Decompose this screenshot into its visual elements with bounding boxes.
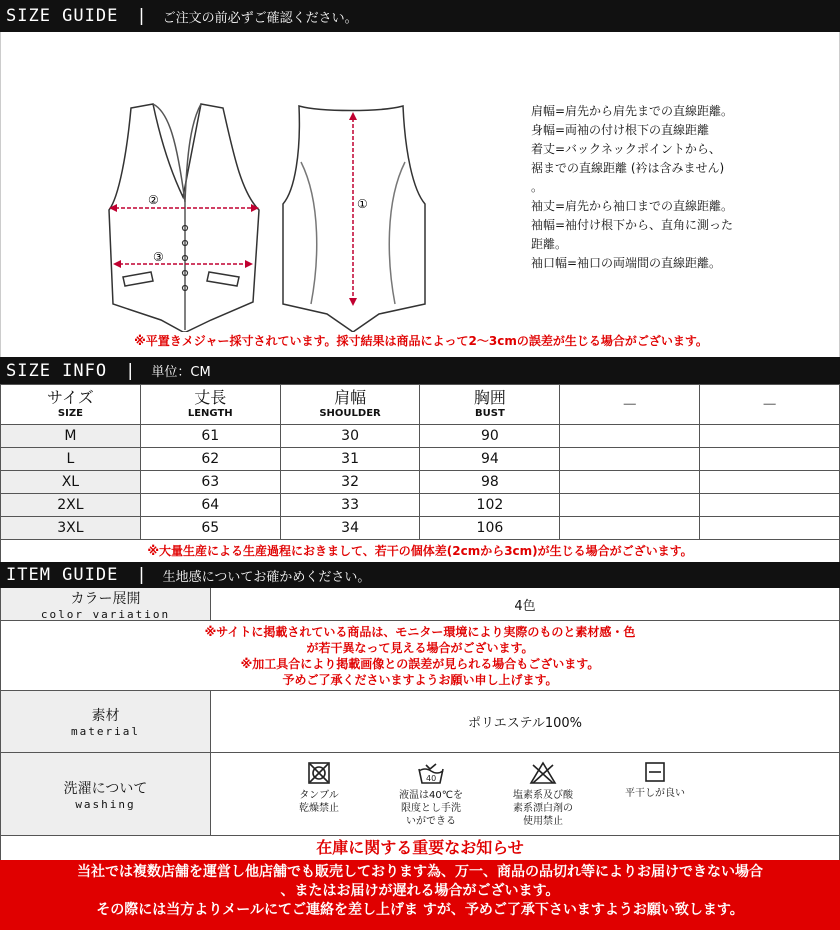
empty-cell: [700, 471, 840, 494]
empty-cell: [700, 517, 840, 540]
material-label: [1, 691, 211, 752]
care-item: [375, 761, 487, 828]
header-separator: |: [136, 6, 147, 26]
length-cell: 65: [140, 517, 280, 540]
item-guide-header: [0, 562, 840, 588]
table-row: [1, 425, 840, 448]
table-row: [1, 471, 840, 494]
care-item: [263, 761, 375, 815]
size-info-header: [0, 357, 840, 384]
length-cell: 62: [140, 448, 280, 471]
stock-notice-title: 在庫に関する重要なお知らせ: [0, 836, 840, 860]
size-table: [0, 384, 840, 540]
empty-cell: [560, 448, 700, 471]
size-info-title: SIZE INFO: [6, 360, 108, 381]
color-label: [1, 588, 211, 620]
size-guide-panel: [0, 32, 840, 357]
washing-label: [1, 753, 211, 835]
shoulder-cell: 30: [280, 425, 420, 448]
washing-label-jp: 洗濯について: [63, 780, 148, 797]
color-note: [0, 621, 840, 691]
bust-cell: 98: [420, 471, 560, 494]
notice-line: 、またはお届けが遅れる場合がございます。: [280, 883, 560, 899]
empty-cell: [560, 494, 700, 517]
shoulder-cell: 32: [280, 471, 420, 494]
washing-label-en: washing: [75, 797, 136, 811]
size-cell: 3XL: [1, 517, 141, 540]
color-label-jp: カラー展開: [70, 590, 141, 607]
notice-line: 当社では複数店舗を運営し他店舗でも販売しております為、万一、商品の品切れ等によりお届けできない場合: [77, 864, 763, 880]
definition-line: 袖丈=肩先から袖口までの直線距離。: [531, 199, 734, 213]
color-value: 4色: [514, 598, 536, 614]
table-row: [1, 494, 840, 517]
size-cell: 2XL: [1, 494, 141, 517]
washing-row: [0, 753, 840, 836]
size-guide-header: [0, 0, 840, 32]
empty-cell: [700, 448, 840, 471]
size-guide-title: SIZE GUIDE: [6, 6, 119, 26]
shoulder-cell: 31: [280, 448, 420, 471]
unit-label: 単位：CM: [151, 365, 211, 380]
item-guide-subtitle: 生地感についてお確かめください。: [162, 569, 371, 585]
material-label-jp: 素材: [91, 708, 120, 724]
measurement-note: ※平置きメジャー採寸されています。採寸結果は商品によって2～3cmの誤差が生じる場合がございます。: [134, 334, 708, 348]
care-text: 平干しが良い: [625, 788, 685, 799]
care-text: 限度とし手洗: [401, 803, 461, 814]
care-item: [599, 761, 711, 800]
color-row: [0, 588, 840, 621]
flat-dry-icon: [644, 761, 666, 783]
header-separator: |: [125, 360, 136, 381]
care-text: 素系漂白剤の: [513, 803, 573, 814]
header-shoulder: 肩幅 SHOULDER: [280, 385, 420, 425]
vest-front-illustration: [109, 104, 259, 332]
shoulder-cell: 33: [280, 494, 420, 517]
stock-notice-body: [0, 860, 840, 930]
notice-line: その際には当方よりメールにてご連絡を差し上げま すが、予めご了承下さいますようお願い致します。: [96, 902, 744, 918]
header-empty: －: [560, 385, 700, 425]
material-label-en: material: [71, 725, 140, 738]
arrow-heads: [109, 112, 357, 306]
measurement-definitions: [531, 102, 771, 273]
bust-cell: 102: [420, 494, 560, 517]
size-cell: XL: [1, 471, 141, 494]
definition-line: 身幅=両袖の付け根下の直線距離: [531, 123, 710, 137]
svg-text:40: 40: [426, 774, 437, 783]
header-size: サイズ SIZE: [1, 385, 141, 425]
definition-line: 着丈=バックネックポイントから、: [531, 142, 721, 156]
header-bust: 胸囲 BUST: [420, 385, 560, 425]
no-bleach-icon: [529, 761, 557, 785]
marker-2: ②: [148, 193, 159, 207]
length-cell: 64: [140, 494, 280, 517]
color-note-line: ※加工具合により掲載画像との誤差が見られる場合もございます。: [240, 657, 600, 671]
care-text: 塩素系及び酸: [513, 790, 573, 801]
empty-cell: [700, 494, 840, 517]
marker-3: ③: [153, 250, 164, 264]
item-guide-title: ITEM GUIDE: [6, 565, 119, 585]
bust-cell: 94: [420, 448, 560, 471]
no-tumble-dry-icon: [307, 761, 331, 785]
table-row: [1, 448, 840, 471]
color-note-line: が若干異なって見える場合がございます。: [306, 641, 534, 655]
care-text: 乾燥禁止: [299, 803, 339, 814]
shoulder-cell: 34: [280, 517, 420, 540]
definition-line: 袖口幅=袖口の両端間の直線距離。: [531, 256, 722, 270]
length-cell: 63: [140, 471, 280, 494]
length-cell: 61: [140, 425, 280, 448]
hand-wash-40-icon: [416, 761, 446, 785]
definition-line: 。: [531, 180, 544, 194]
empty-cell: [700, 425, 840, 448]
size-cell: M: [1, 425, 141, 448]
empty-cell: [560, 517, 700, 540]
definition-line: 裾までの直線距離 (衿は含みません): [531, 161, 725, 175]
color-note-line: 予めご了承くださいますようお願い申し上げます。: [282, 673, 558, 687]
definition-line: 肩幅=肩先から肩先までの直線距離。: [531, 104, 734, 118]
marker-1: ①: [357, 197, 368, 211]
care-text: 液温は40℃を: [399, 790, 463, 801]
care-text: 使用禁止: [523, 816, 563, 827]
table-row: [1, 517, 840, 540]
bust-cell: 90: [420, 425, 560, 448]
care-icons: [211, 753, 839, 835]
size-guide-subtitle: ご注文の前必ずご確認ください。: [162, 10, 358, 26]
color-label-en: color variation: [40, 607, 171, 621]
empty-cell: [560, 425, 700, 448]
header-length: 丈長 LENGTH: [140, 385, 280, 425]
table-header-row: [1, 385, 840, 425]
care-text: いができる: [406, 816, 456, 827]
header-separator: |: [136, 565, 147, 585]
care-item: [487, 761, 599, 828]
definition-line: 距離。: [531, 237, 568, 251]
care-text: タンブル: [299, 790, 339, 801]
material-value: ポリエステル100%: [468, 716, 582, 731]
bust-cell: 106: [420, 517, 560, 540]
production-note: ※大量生産による生産過程におきまして、若干の個体差(2cmから3cm)が生じる場合がございます。: [0, 540, 840, 562]
empty-cell: [560, 471, 700, 494]
size-cell: L: [1, 448, 141, 471]
material-row: [0, 691, 840, 753]
definition-line: 袖幅=袖付け根下から、直角に測った: [531, 218, 734, 232]
header-empty: －: [700, 385, 840, 425]
color-note-line: ※サイトに掲載されている商品は、モニター環境により実際のものと素材感・色: [204, 625, 636, 639]
